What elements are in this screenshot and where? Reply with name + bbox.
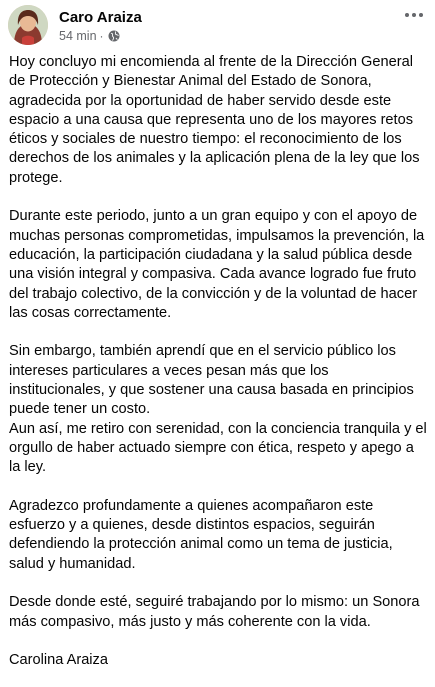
post-meta: [59, 29, 120, 43]
author-name[interactable]: Caro Araiza: [59, 9, 142, 26]
globe-icon[interactable]: [108, 30, 120, 42]
post-signature: Carolina Araiza: [9, 652, 108, 669]
more-dot: [412, 13, 416, 17]
profile-photo: [8, 5, 48, 45]
post-body: [9, 53, 427, 671]
post-paragraph: Desde donde esté, seguiré trabajando por lo mismo: un Sonora más compasivo, más justo y más coherente con la vida.: [9, 594, 420, 630]
meta-separator: ·: [99, 29, 104, 43]
more-options-icon[interactable]: [401, 6, 427, 24]
post-paragraph: Hoy concluyo mi encomienda al frente de la Dirección General de Protección y Bienestar Animal del Estado de Sonora, agradecida por la oportunidad de haber servido desde este espacio a una causa que representa uno de los mayores retos éticos y sociales de nuestro tiempo: el reconocimiento de los derechos de los animales y la aplicación plena de la ley que los protege.: [9, 54, 420, 186]
post-paragraph: Sin embargo, también aprendí que en el servicio público los intereses particulares a veces pesan más que los institucionales, y que sostener una causa basada en principios puede tener un costo. Aun así, me retiro con serenidad, con la conciencia tranquila y el orgullo de haber actuado siempre con ética, respeto y apego a la ley.: [9, 343, 427, 476]
post-paragraph: Agradezco profundamente a quienes acompañaron este esfuerzo y a quienes, desde distintos espacios, seguirán defendiendo la protección animal como un tema de justicia, salud y humanidad.: [9, 497, 393, 572]
avatar[interactable]: [8, 5, 48, 45]
more-dot: [405, 13, 409, 17]
post-paragraph: Durante este periodo, junto a un gran equipo y con el apoyo de muchas personas comprometidas, impulsamos la prevención, la educación, la participación ciudadana y la salud pública desde una visión integral y compasiva. Cada avance logrado fue fruto del trabajo colectivo, de la convicción y de la voluntad de hacer las cosas correctamente.: [9, 208, 425, 321]
post-header: [0, 0, 435, 52]
post-time[interactable]: 54 min: [59, 29, 97, 43]
more-dot: [419, 13, 423, 17]
